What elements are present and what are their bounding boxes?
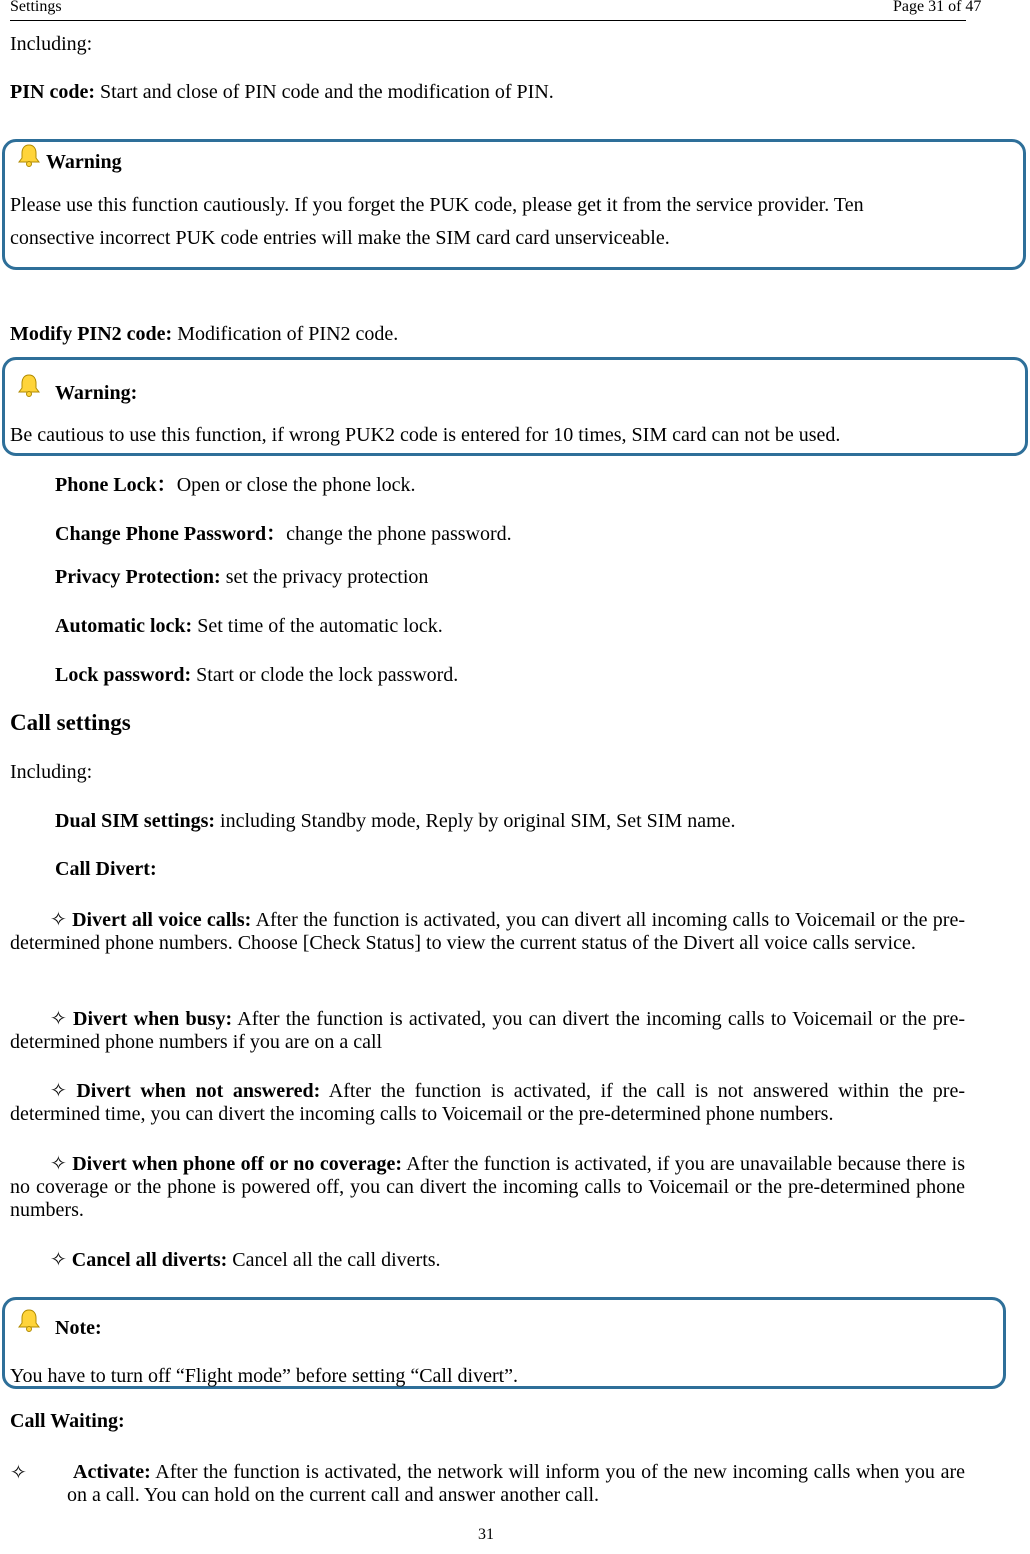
warning-1-title: Warning	[46, 151, 122, 173]
bell-icon	[16, 1307, 42, 1333]
automatic-lock-desc: Set time of the automatic lock.	[192, 615, 443, 637]
list-item	[55, 615, 443, 638]
lock-password-term: Lock password:	[55, 664, 192, 686]
warning-2-title: Warning:	[55, 382, 138, 404]
call-settings-heading: Call settings	[10, 710, 131, 735]
privacy-protection-term: Privacy Protection:	[55, 566, 221, 588]
divert-desc: After the function is activated, if the call is not answered within the pre-determined time, you can divert the incoming calls to Voicemail or the pre-determined phone numbers.	[10, 1080, 965, 1125]
intro-including: Including:	[10, 33, 93, 55]
change-password-desc: change the phone password.	[286, 523, 512, 545]
divert-term: Divert when busy:	[73, 1008, 233, 1030]
activate-item	[67, 1461, 965, 1507]
bell-icon	[16, 142, 42, 168]
pin-code-desc: Start and close of PIN code and the modification of PIN.	[94, 81, 554, 103]
call-divert-term: Call Divert:	[55, 858, 157, 880]
divert-desc: After the function is activated, if you are unavailable because there is no coverage or the phone is powered off, you can divert the incoming calls to Voicemail or the pre-determined phone numbers.	[10, 1153, 966, 1221]
dual-sim-desc: including Standby mode, Reply by original SIM, Set SIM name.	[215, 810, 736, 832]
modify-pin2-desc: Modification of PIN2 code.	[172, 323, 399, 345]
list-item	[55, 664, 458, 687]
bell-icon	[16, 372, 42, 398]
list-item	[55, 517, 512, 546]
activate-term: Activate:	[73, 1461, 151, 1483]
phone-lock-term: Phone Lock：	[55, 474, 177, 496]
four-point-star-icon: ✧	[50, 1247, 67, 1271]
divert-desc: After the function is activated, you can divert all incoming calls to Voicemail or the pre-determined phone numbers. Choose [Check Status] to view the current status of the Divert all voice calls service.	[10, 909, 966, 954]
automatic-lock-term: Automatic lock:	[55, 615, 193, 637]
phone-lock-desc: Open or close the phone lock.	[176, 474, 416, 496]
note-text: You have to turn off “Flight mode” before setting “Call divert”.	[10, 1365, 519, 1387]
four-point-star-icon: ✧	[10, 1460, 27, 1484]
divert-desc: Cancel all the call diverts.	[227, 1249, 441, 1271]
divert-desc: After the function is activated, you can divert the incoming calls to Voicemail or the pre-determined phone numbers if you are on a call	[10, 1008, 965, 1053]
call-settings-including: Including:	[10, 761, 93, 783]
divert-item	[10, 1152, 965, 1222]
warning-2-text: Be cautious to use this function, if wrong PUK2 code is entered for 10 times, SIM card can not be used.	[10, 424, 841, 446]
four-point-star-icon: ✧	[50, 1151, 67, 1175]
lock-password-desc: Start or clode the lock password.	[191, 664, 459, 686]
change-password-term: Change Phone Password：	[55, 523, 287, 545]
divert-item	[10, 1007, 965, 1054]
privacy-protection-desc: set the privacy protection	[220, 566, 429, 588]
divert-item	[10, 908, 965, 955]
list-item	[55, 566, 428, 589]
modify-pin2-term: Modify PIN2 code:	[10, 323, 173, 345]
divert-term: Divert when phone off or no coverage:	[72, 1153, 402, 1175]
note-title: Note:	[55, 1317, 102, 1339]
dual-sim-term: Dual SIM settings:	[55, 810, 216, 832]
divert-item	[10, 1079, 965, 1126]
modify-pin2-line	[10, 323, 398, 346]
list-item	[55, 810, 736, 833]
divert-term: Divert all voice calls:	[72, 909, 252, 931]
warning-1-line-2: consective incorrect PUK code entries will make the SIM card card unserviceable.	[10, 227, 670, 249]
header-section-title: Settings	[10, 0, 62, 15]
activate-desc: After the function is activated, the network will inform you of the new incoming calls when you are on a call. You can hold on the current call and answer another call.	[67, 1461, 965, 1506]
pin-code-line	[10, 81, 554, 104]
footer-page-number: 31	[478, 1526, 494, 1543]
divert-term: Divert when not answered:	[76, 1080, 321, 1102]
header-page-indicator: Page 31 of 47	[893, 0, 982, 15]
pin-code-term: PIN code:	[10, 81, 95, 103]
four-point-star-icon: ✧	[50, 1006, 67, 1030]
divert-term: Cancel all diverts:	[71, 1249, 228, 1271]
list-item	[55, 468, 416, 497]
warning-1-line-1: Please use this function cautiously. If you forget the PUK code, please get it from the service provider. Ten	[10, 194, 864, 216]
divert-item	[10, 1248, 965, 1272]
header-rule	[10, 20, 966, 21]
four-point-star-icon: ✧	[50, 907, 67, 931]
call-waiting-heading: Call Waiting:	[10, 1410, 125, 1432]
four-point-star-icon: ✧	[50, 1078, 67, 1102]
